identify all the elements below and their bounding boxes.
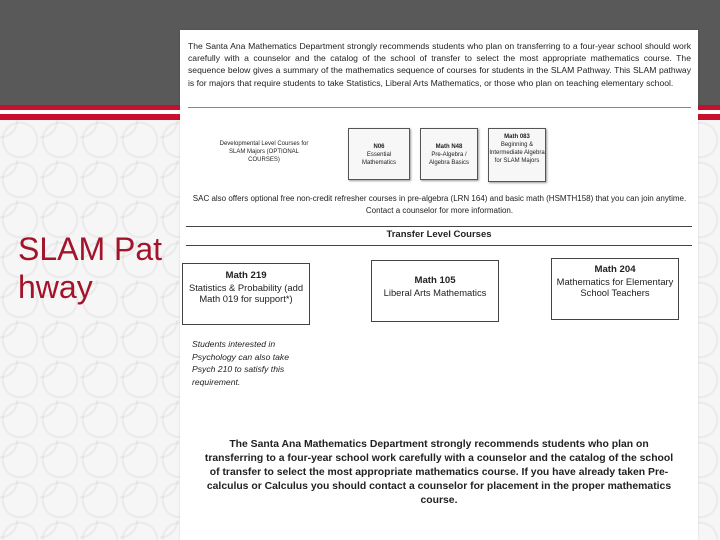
slide-title: SLAM Pathway: [18, 231, 163, 305]
course-name: Pre-Algebra / Algebra Basics: [428, 152, 470, 166]
course-code: Math N48: [435, 144, 463, 150]
course-code: Math 204: [594, 264, 636, 275]
course-box-math-204: [551, 258, 679, 320]
course-name: Statistics & Probability (add Math 019 for support*): [188, 281, 304, 304]
course-box-n06: [348, 128, 410, 180]
course-name: Beginning & Intermediate Algebra for SLAM Majors: [489, 142, 545, 164]
psych-note: Students interested in Psychology can also take Psych 210 to satisfy this requirement.: [192, 339, 289, 387]
course-box-math-n48: [420, 128, 478, 180]
pathway-document: [180, 30, 698, 540]
divider: [186, 245, 692, 246]
bottom-note: The Santa Ana Mathematics Department strongly recommends students who plan on transferring to a four-year school work carefully with a counselor and the catalog of the school of transfer to select the most appropriate mathematics course. If you have already taken Pre-calculus or Calculus you should contact a counselor for placement in the proper mathematics course.: [204, 439, 674, 506]
divider: [186, 226, 692, 227]
course-code: Math 219: [225, 270, 267, 281]
course-name: Essential Mathematics: [361, 152, 396, 166]
developmental-label: Developmental Level Courses for SLAM Majors (OPTIONAL COURSES): [219, 141, 309, 163]
course-box-math-083: [488, 128, 546, 182]
transfer-heading: Transfer Level Courses: [386, 229, 492, 240]
intro-paragraph: The Santa Ana Mathematics Department strongly recommends students who plan on transferring to a four-year school should work carefully with a counselor and the catalog of the school of transfer to select the most appropriate mathematics course. The sequence below gives a summary of the mathematics sequence of courses for students in the SLAM Pathway. This SLAM pathway is for majors that require students to take Statistics, Liberal Arts Mathematics, or those who plan on teaching elementary school.: [188, 41, 691, 88]
course-code: N06: [373, 144, 385, 150]
course-box-math-105: [371, 260, 499, 322]
course-name: Liberal Arts Mathematics: [383, 286, 487, 298]
course-code: Math 105: [414, 275, 456, 286]
course-box-math-219: [182, 263, 310, 325]
course-name: Mathematics for Elementary School Teachers: [556, 275, 674, 298]
refresher-note: SAC also offers optional free non-credit refresher courses in pre-algebra (LRN 164) and basic math (HSMTH158) that you can join anytime. Contact a counselor for more information.: [192, 194, 687, 215]
divider: [188, 107, 691, 108]
course-code: Math 083: [504, 134, 530, 140]
